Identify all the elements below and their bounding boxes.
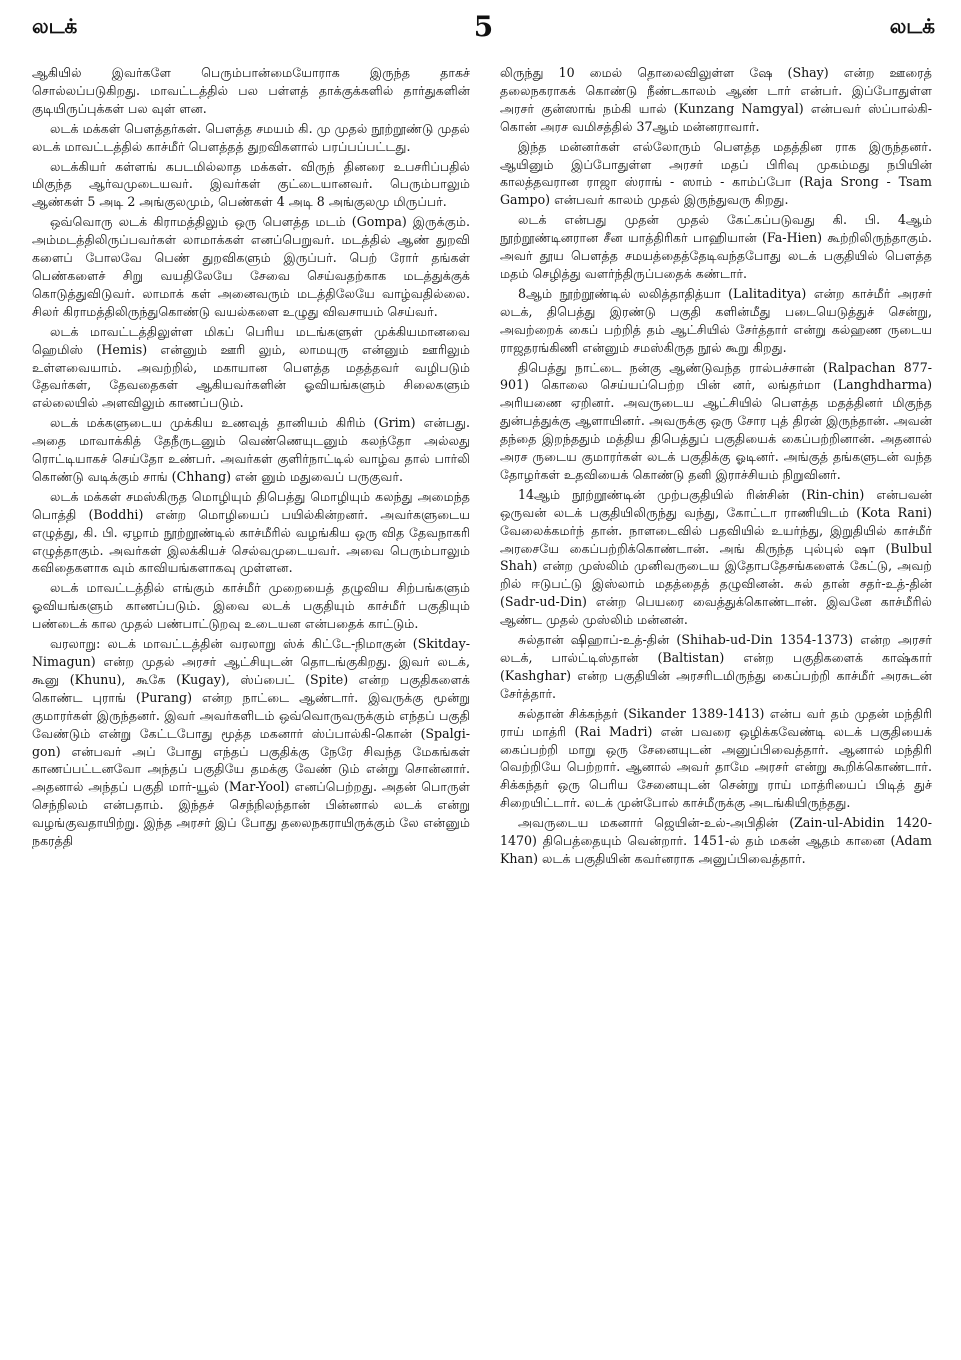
page-header <box>32 10 935 52</box>
paragraph: வரலாறு: லடக் மாவட்டத்தின் வரலாறு ஸ்க் கிட்டே-நிமாகுன் (Skitday-Nimagun) என்ற முதல் அரசர் ஆட்சியுடன் தொடங்குகிறது. இவர் லடக், கூனு (Khunu), கூகே (Kugay), ஸ்ப்பைட் (Spite) என்ற பகுதிகளைக் கொண்ட புராங் (Purang) என்ற நாட்டை ஆண்டார். இவருக்கு மூன்று குமாரர்கள் இருந்தனர். இவர் அவர்களிடம் ஒவ்வொருவருக்கும் எந்தப் பகுதி வேண்டும் என்று கேட்டபோது மூத்த மகனார் ஸ்ப்பால்கி-கொன் (Spalgi-gon) என்பவர் அப் போது எந்தப் பகுதிக்கு நேரே சிவந்த மேகங்கள் காணப்பட்டனவோ அந்தப் பகுதியே தமக்கு வேண் டும் என்று சொன்னார். அதனால் அந்தப் பகுதி மார்-யூல் (Mar-Yool) எனப்பெற்றது. அதன் பொருள் செந்நிலம் என்பதாம். இந்தச் செந்நிலந்தான் பின்னால் லடக் என்று வழங்குவதாயிற்று. இந்த அரசர் இப் போது தலைநகராயிருக்கும் லே என்னும் நகரத்தி <box>32 636 470 849</box>
paragraph: லடக்கியர் கள்ளங் கபடமில்லாத மக்கள். விருந் தினரை உபசரிப்பதில் மிகுந்த ஆர்வமுடையவர். இவர்கள் குட்டையானவர். பெரும்பாலும் ஆண்கள் 5 அடி 2 அங்குலமும், பெண்கள் 4 அடி 8 அங்குலமு மிருப்பர். <box>32 158 470 210</box>
running-head-right: லடக் <box>889 14 935 38</box>
paragraph: சுல்தான் ஷிஹாப்-உத்-தின் (Shihab-ud-Din 1354-1373) என்ற அரசர் லடக், பால்ட்டிஸ்தான் (Baltistan) என்ற பகுதிகளைக் காஷ்கார் (Kashghar) என்ற பகுதியின் அரசரிடமிருந்து கைப்பற்றி காச்மீர் அரசுடன் சேர்த்தார். <box>500 632 932 701</box>
paragraph: லிருந்து 10 மைல் தொலைவிலுள்ள ஷே (Shay) என்ற ஊரைத் தலைநகராகக் கொண்டு நீண்டகாலம் ஆண் டார் என்பர். இப்போதுள்ள அரசர் குன்ஸாங் நம்கி யால் (Kunzang Namgyal) என்பவர் ஸ்ப்பால்கி-கொன் அரச வமிசத்தில் 37ஆம் மன்னராவார். <box>500 65 932 134</box>
paragraph: லடக் என்பது முதன் முதல் கேட்கப்படுவது கி. பி. 4ஆம் நூற்றூண்டினரான சீன யாத்திரிகர் பாஹியான் (Fa-Hien) கூற்றிலிருந்தாகும். அவர் தூய பௌத்த சமயத்தைத்தேடிவந்தபோது லடக் பகுதியில் பௌத்த மதம் செழித்து வளர்ந்திருப்பதைக் கண்டார். <box>500 212 932 281</box>
right-column <box>500 64 932 870</box>
running-head-left: லடக் <box>32 14 78 38</box>
paragraph: ஒவ்வொரு லடக் கிராமத்திலும் ஒரு பௌத்த மடம் (Gompa) இருக்கும். அம்மடத்திலிருப்பவர்கள் லாமாக்கள் எனப்பெறுவர். மடத்தில் ஆண் துறவி களைப் போலவே பெண் துறவிகளும் இருப்பர். பெற் ரோர் தங்கள் பெண்களைச் சிறு வயதிலேயே சேவை செய்வதற்காக மடத்துக்குக் கொடுத்துவிடுவர். லாமாக் கள் அனைவரும் மடத்திலேயே வாழ்வதில்லை. சிலர் கிராமத்திலிருந்துகொண்டு வயல்களை உழுது விவசாயம் செய்வர். <box>32 214 470 319</box>
paragraph: லடக் மக்கள் சமஸ்கிருத மொழியும் திபெத்து மொழியும் கலந்து அமைந்த பொத்தி (Boddhi) என்ற மொழியைப் பயில்கின்றனர். அவர்களுடைய எழுத்து, கி. பி. ஏழாம் நூற்றூண்டில் காச்மீரில் வழங்கிய ஒரு வித தேவநாகரி எழுத்தாகும். அவர்கள் இலக்கியச் செல்வமுடையவர். அவை பெரும்பாலும் கவிதைகளாக வும் காவியங்களாகவு முள்ளன. <box>32 488 470 576</box>
paragraph: 8ஆம் நூற்றூண்டில் லலித்தாதித்யா (Lalitaditya) என்ற காச்மீர் அரசர் லடக், திபெத்து இரண்டு பகுதி களின்மீது படையெடுத்துச் சென்று, அவற்றைக் கைப் பற்றித் தம் ஆட்சியில் சேர்த்தார் என்று கல்ஹண ருடைய ராஜதரங்கிணி என்னும் சமஸ்கிருத நூல் கூறு கிறது. <box>500 285 932 355</box>
paragraph: லடக் மாவட்டத்தில் எங்கும் காச்மீர் முறையைத் தழுவிய சிற்பங்களும் ஓவியங்களும் காணப்படும். இவை லடக் பகுதியும் காச்மீர் பகுதியும் பண்டைக் கால முதல் பண்பாட்டுறவு உடையன என்பதைக் காட்டும். <box>32 580 470 632</box>
paragraph: அவருடைய மகனார் ஜெயின்-உல்-அபிதின் (Zain-ul-Abidin 1420-1470) திபெத்தையும் வென்றார். 1451-ல் தம் மகன் ஆதம் கானை (Adam Khan) லடக் பகுதியின் கவர்னராக அனுப்பிவைத்தார். <box>500 815 932 866</box>
paragraph: லடக் மக்கள் பௌத்தர்கள். பௌத்த சமயம் கி. மு முதல் நூற்றூண்டு முதல் லடக் மாவட்டத்தில் காச்மீர் பௌத்தத் துறவிகளால் பரப்பப்பட்டது. <box>32 120 470 154</box>
paragraph: லடக் மக்களுடைய முக்கிய உணவுத் தானியம் கிரிம் (Grim) என்பது. அதை மாவாக்கித் தேநீருடனும் வெண்ணெயுடனும் கலந்தோ அல்லது ரொட்டியாகச் செய்தோ உண்பர். அவர்கள் குளிர்நாட்டில் வாழ்வ தால் பார்லி கொண்டு வடிக்கும் சாங் (Chhang) என் னும் மதுவைப் பருகுவர். <box>32 415 470 484</box>
paragraph: திபெத்து நாட்டை நன்கு ஆண்டுவந்த ரால்பச்சான் (Ralpachan 877-901) கொலை செய்யப்பெற்ற பின் னர், லங்தர்மா (Langhdharma) அரியணை ஏறினர். அவருடைய ஆட்சியில் பௌத்த மதத்தினர் மிகுந்த துன்பத்துக்கு ஆளாயினர். அவருக்கு ஒரு சோர புத் திரன் இருந்தான். அவன் தந்தை இறந்ததும் மத்திய திபெத்துப் பகுதியைக் கைப்பற்றினான். அதனால் அரச ருடைய குமாரர்கள் லடக் பகுதிக்கு ஓடினர். அங்குத் தங்களுடன் வந்த தோழர்கள் உதவியைக் கொண்டு தனி இராச்சியம் நிறுவினர். <box>500 359 932 482</box>
paragraph: லடக் மாவட்டத்திலுள்ள மிகப் பெரிய மடங்களுள் முக்கியமானவை ஹெமிஸ் (Hemis) என்னும் ஊரி லும், லாமயுரு என்னும் ஊரிலும் உள்ளவையாம். அவற்றில், மகாயான பௌத்த மதத்தவர் வழிபடும் தேவர்கள், தேவதைகள் ஆகியவர்களின் ஓவியங்களும் சிலைகளும் எல்லையில் அளவிலும் காணப்படும். <box>32 323 470 411</box>
paragraph: ஆகியில் இவர்களே பெரும்பான்மையோராக இருந்த தாகச் சொல்லப்படுகிறது. மாவட்டத்தில் பல பள்ளத் தாக்குக்களில் தார்துகளின் குடியிருப்புக்கள் பல வுள் ளன. <box>32 65 470 116</box>
paragraph: இந்த மன்னர்கள் எல்லோரும் பௌத்த மதத்தின ராக இருந்தனர். ஆயினும் இப்போதுள்ள அரசர் மதப் பிரிவு முகம்மது நபியின் காலத்தவரான ராஜா ஸ்ராங் - ஸாம் - காம்ப்போ (Raja Srong - Tsam Gampo) என்பவர் காலம் முதல் இருந்துவரு கிறது. <box>500 138 932 208</box>
left-column <box>32 64 470 852</box>
paragraph: 14ஆம் நூற்றூண்டின் முற்பகுதியில் ரின்சின் (Rin-chin) என்பவன் ஒருவன் லடக் பகுதியிலிருந்து வந்து, கோட்டா ராணியிடம் (Kota Rani) வேலைக்கமர்ந் தான். நாளடைவில் பதவியில் உயர்ந்து, இறுதியில் காச்மீர் அரசையே கைப்பற்றிக்கொண்டான். அங் கிருந்த புல்புல் ஷா (Bulbul Shah) என்ற முஸ்லிம் முனிவருடைய இதோபதேசங்களைக் கேட்டு, அவற் றில் ஈடுபட்டு இஸ்லாம் மதத்தைத் தழுவினன். சுல் தான் சதர்-உத்-தின் (Sadr-ud-Din) என்ற பெயரை வைத்துக்கொண்டான். இவனே காச்மீரில் ஆண்ட முதல் முஸ்லிம் மன்னன். <box>500 486 932 628</box>
page-number: 5 <box>473 10 494 43</box>
paragraph: சுல்தான் சிக்கந்தர் (Sikander 1389-1413) என்ப வர் தம் முதன் மந்திரி ராய் மாத்ரி (Rai Madri) என் பவரை ஒழிக்கவேண்டி லடக் பகுதியைக் கைப்பற்றி மாறு ஒரு சேனையுடன் அனுப்பிவைத்தார். ஆனால் மந்திரி வெற்றியே பெற்றார். ஆனால் அவர் தாமே அரசர் என்று கூறிக்கொண்டார். சிக்கந்தர் ஒரு பெரிய சேனையுடன் சென்று ராய் மாத்ரியைப் பிடித் துச் சிறையிட்டார். லடக் முன்போல் காச்மீருக்கு அடங்கியிருந்தது. <box>500 705 932 811</box>
